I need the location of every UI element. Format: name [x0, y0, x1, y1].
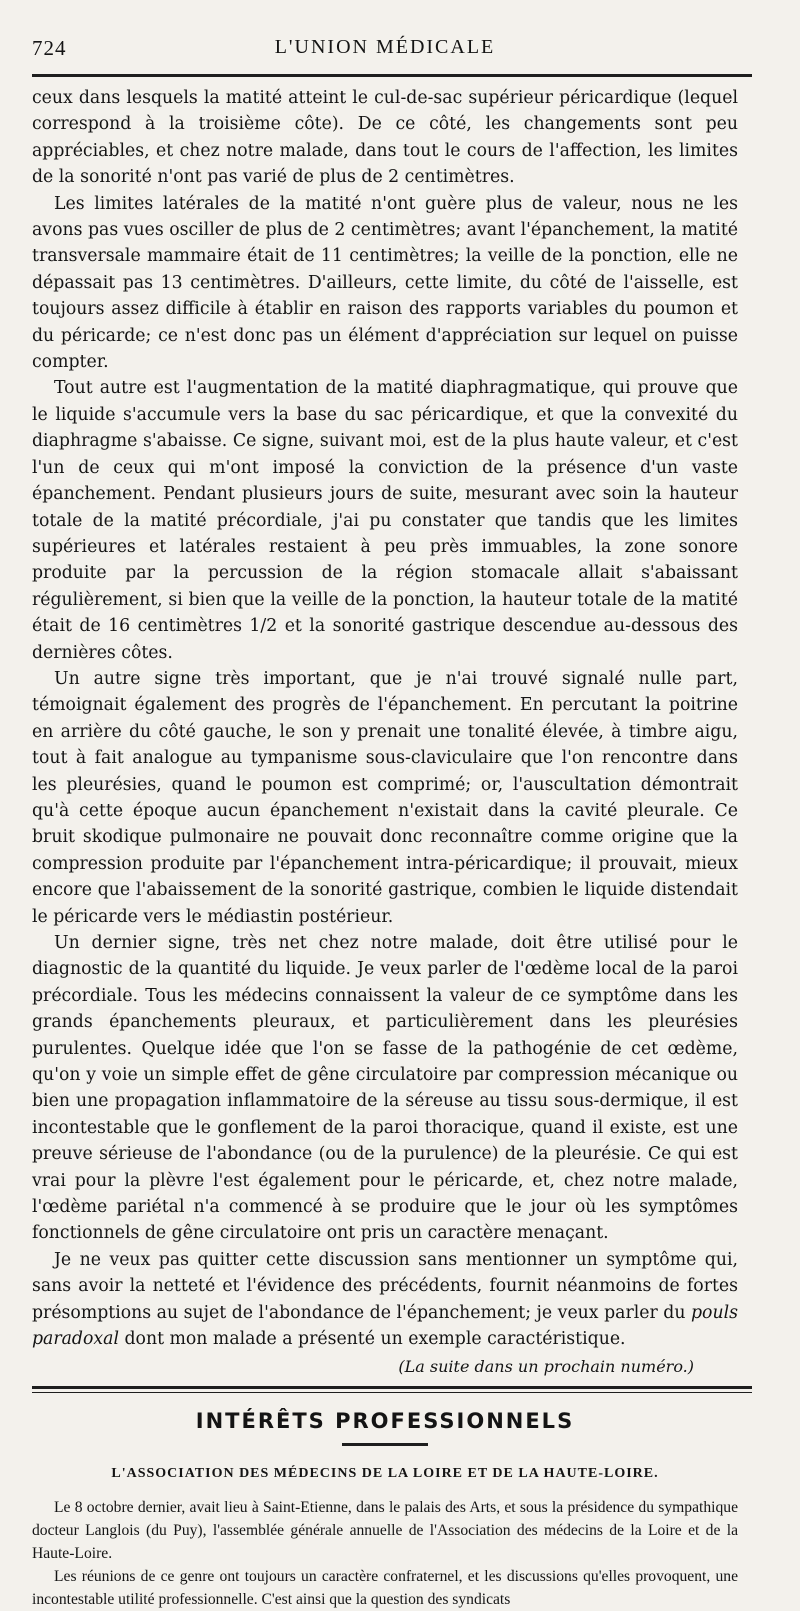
italic-term: pouls paradoxal — [32, 1302, 738, 1350]
section-subheading: L'ASSOCIATION DES MÉDECINS DE LA LOIRE ET DE LA HAUTE-LOIRE. — [111, 1465, 659, 1481]
title-rule — [342, 1443, 428, 1446]
section-title: INTÉRÊTS PROFESSIONNELS — [195, 1408, 575, 1433]
header-rule — [32, 74, 752, 77]
paragraph-text: Je ne veux pas quitter cette discussion sans mentionner un symptôme qui, sans avoir la netteté et l'évidence des précédents, fournit néanmoins de fortes présomptions au sujet de l'abondance de l'épanchement; je veux parler du — [32, 1249, 738, 1323]
paragraph: ceux dans lesquels la matité atteint le cul-de-sac supérieur péricardique (lequel correspond à la troisième côte). De ce côté, les changements sont peu appréciables, et chez notre malade, dans tout le cours de l'affection, les limites de la sonorité n'ont pas varié de plus de 2 centimètres. — [32, 88, 738, 188]
continuation-note: (La suite dans un prochain numéro.) — [398, 1356, 694, 1376]
paragraph: Le 8 octobre dernier, avait lieu à Saint-Etienne, dans le palais des Arts, et sous la présidence du sympathique docteur Langlois (du Puy), l'assemblée générale annuelle de l'Association des médecins de la Loire et de la Haute-Loire. — [32, 1498, 738, 1562]
article-body — [32, 85, 738, 1353]
paragraph: Un autre signe très important, que je n'ai trouvé signalé nulle part, témoignait également des progrès de l'épanchement. En percutant la poitrine en arrière du côté gauche, le son y prenait une tonalité élevée, à timbre aigu, tout à fait analogue au tympanisme sous-claviculaire que l'on rencontre dans les pleurésies, quand le poumon est comprimé; or, l'auscultation démontrait qu'à cette époque aucun épanchement n'existait dans la cavité pleurale. Ce bruit skodique pulmonaire ne pouvait donc reconnaître comme origine que la compression produite par l'épanchement intra-péricardique; il prouvait, mieux encore que l'abaissement de la sonorité gastrique, combien le liquide distendait le péricarde vers le médiastin postérieur. — [32, 668, 738, 927]
paragraph: Tout autre est l'augmentation de la matité diaphragmatique, qui prouve que le liquide s'accumule vers la base du sac péricardique, et que la convexité du diaphragme s'abaisse. Ce signe, suivant moi, est de la plus haute valeur, et c'est l'un de ceux qui m'ont imposé la conviction de la présence d'un vaste épanchement. Pendant plusieurs jours de suite, mesurant avec soin la hauteur totale de la matité précordiale, j'ai pu constater que tandis que les limites supérieures et latérales restaient à peu près immuables, la zone sonore produite par la percussion de la région stomacale allait s'abaissant régulièrement, si bien que la veille de la ponction, la hauteur totale de la matité était de 16 centimètres 1/2 et la sonorité gastrique descendue au-dessous des dernières côtes. — [32, 378, 738, 663]
running-header — [32, 36, 738, 66]
section-divider — [32, 1386, 752, 1393]
paragraph: Les limites latérales de la matité n'ont guère plus de valeur, nous ne les avons pas vues osciller de plus de 2 centimètres; avant l'épanchement, la matité transversale mammaire était de 11 centimètres; la veille de la ponction, elle ne dépassait pas 13 centimètres. D'ailleurs, cette limite, du côté de l'aisselle, est toujours assez difficile à établir en raison des rapports variables du poumon et du péricarde; ce n'est donc pas un élément d'appréciation sur lequel on puisse compter. — [32, 193, 738, 373]
paragraph-last — [32, 1247, 738, 1353]
paragraph: Un dernier signe, très net chez notre malade, doit être utilisé pour le diagnostic de la quantité du liquide. Je veux parler de l'œdème local de la paroi précordiale. Tous les médecins connaissent la valeur de ce symptôme dans les grands épanchements pleuraux, et particulièrement dans les pleurésies purulentes. Quelque idée que l'on se fasse de la pathogénie de cet œdème, qu'on y voie un simple effet de gêne circulatoire par compression mécanique ou bien une propagation inflammatoire de la séreuse au tissu sous-dermique, il est incontestable que le gonflement de la paroi thoracique, quand il existe, est une preuve sérieuse de l'abondance (ou de la purulence) de la pleurésie. Ce qui est vrai pour la plèvre l'est également pour le péricarde, et, chez notre malade, l'œdème pariétal n'a commencé à se produire que le jour où les symptômes fonctionnels de gêne circulatoire ont pris un caractère menaçant. — [32, 933, 738, 1244]
page-number: 724 — [32, 36, 67, 60]
journal-title: L'UNION MÉDICALE — [274, 36, 496, 58]
paragraph-tail: dont mon malade a présenté un exemple caractéristique. — [118, 1329, 626, 1350]
section-body — [32, 1496, 738, 1611]
paragraph: Les réunions de ce genre ont toujours un caractère confraternel, et les discussions qu'elles provoquent, une incontestable utilité professionnelle. C'est ainsi que la question des syndicats — [32, 1567, 738, 1608]
